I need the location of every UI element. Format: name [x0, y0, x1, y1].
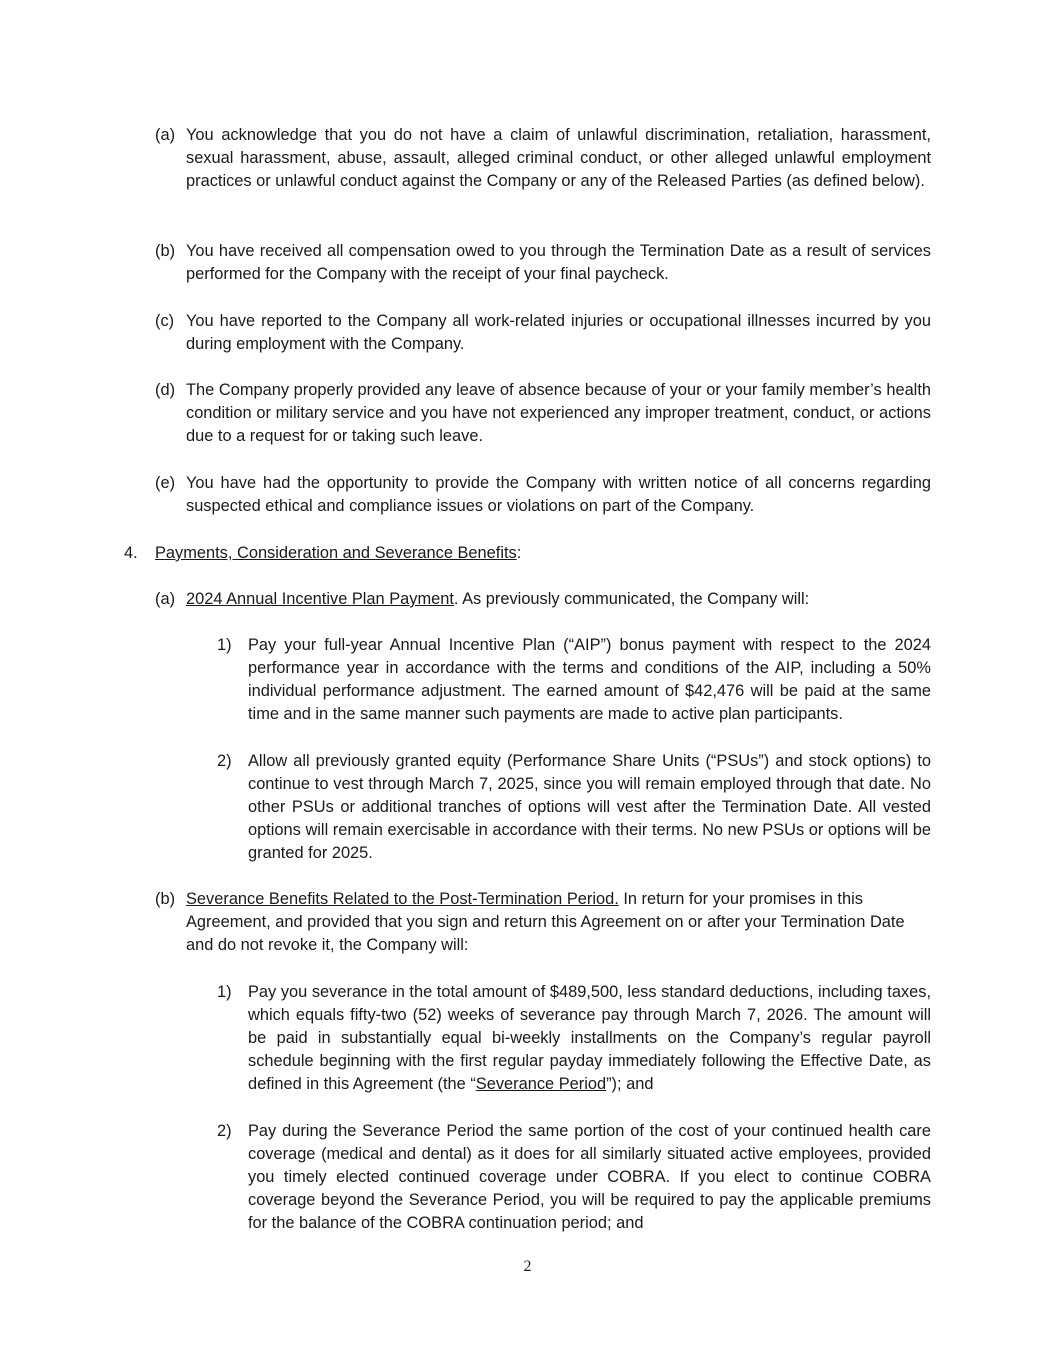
- item-text: The Company properly provided any leave of absence because of your or your family member’s health condition or military service and you have not experienced any improper treatment, conduct, or actions due to a request for or taking such leave.: [186, 381, 931, 445]
- list-item: [155, 310, 931, 356]
- item-label: (d): [155, 381, 176, 399]
- numbered-item: [217, 750, 931, 865]
- item-label: 1): [217, 636, 232, 654]
- page-number: 2: [523, 1258, 532, 1275]
- list-item: [155, 472, 931, 518]
- item-text: You have reported to the Company all work-related injuries or occupational illnesses incurred by you during employment with the Company.: [186, 312, 931, 353]
- list-item: [155, 124, 931, 193]
- item-label: 2): [217, 1122, 232, 1140]
- item-label: (c): [155, 312, 175, 330]
- item-text: Pay during the Severance Period the same portion of the cost of your continued health care coverage (medical and dental) as it does for all similarly situated active employees, provided you timely elected continued coverage under COBRA. If you elect to continue COBRA coverage beyond the Severance Period, you will be required to pay the applicable premiums for the balance of the COBRA continuation period; and: [248, 1122, 931, 1232]
- numbered-item: [217, 634, 931, 726]
- item-label: (a): [155, 126, 176, 144]
- list-item: [155, 379, 931, 448]
- item-label: 1): [217, 983, 232, 1001]
- item-text-after: ”); and: [606, 1075, 654, 1093]
- numbered-item: [217, 1120, 931, 1235]
- subsection-intro: In return for your promises in this Agreement, and provided that you sign and return this Agreement on or after your Termination Date and do not revoke it, the Company will:: [186, 890, 905, 954]
- section-title-suffix: :: [516, 544, 522, 562]
- item-text: You have had the opportunity to provide the Company with written notice of all concerns regarding suspected ethical and compliance issues or violations on part of the Company.: [186, 474, 931, 515]
- subsection-title: 2024 Annual Incentive Plan Payment: [186, 590, 454, 608]
- item-text: You acknowledge that you do not have a claim of unlawful discrimination, retaliation, harassment, sexual harassment, abuse, assault, alleged criminal conduct, or other alleged unlawful employment practices or unlawful conduct against the Company or any of the Released Parties (as defined below).: [186, 126, 931, 190]
- item-text: [248, 981, 931, 1096]
- item-label: 2): [217, 752, 232, 770]
- item-text-before: Pay you severance in the total amount of $489,500, less standard deductions, including taxes, which equals fifty-two (52) weeks of severance pay through March 7, 2026. The amount will be paid in substantially equal bi-weekly installments on the Company’s regular payroll schedule beginning with the first regular payday immediately following the Effective Date, as defined in this Agreement (the “: [248, 983, 931, 1093]
- defined-term: Severance Period: [475, 1075, 607, 1093]
- item-label: (b): [155, 890, 176, 908]
- item-text: Allow all previously granted equity (Performance Share Units (“PSUs”) and stock options) to continue to vest through March 7, 2025, since you will remain employed through that date. No other PSUs or additional tranches of options will vest after the Termination Date. All vested options will remain exercisable in accordance with their terms. No new PSUs or options will be granted for 2025.: [248, 752, 931, 862]
- item-text: You have received all compensation owed to you through the Termination Date as a result of services performed for the Company with the receipt of your final paycheck.: [186, 242, 931, 283]
- subsection-title: Severance Benefits Related to the Post-Termination Period.: [186, 890, 619, 908]
- numbered-item: [217, 981, 931, 1096]
- list-item: [155, 240, 931, 286]
- item-label: (b): [155, 242, 176, 260]
- item-label: (a): [155, 590, 176, 608]
- section-number: 4.: [124, 544, 138, 562]
- item-text: Pay your full-year Annual Incentive Plan (“AIP”) bonus payment with respect to the 2024 performance year in accordance with the terms and conditions of the AIP, including a 50% individual performance adjustment. The earned amount of $42,476 will be paid at the same time and in the same manner such payments are made to active plan participants.: [248, 636, 931, 723]
- subsection-intro: . As previously communicated, the Company will:: [453, 590, 810, 608]
- section-title: Payments, Consideration and Severance Benefits: [155, 544, 517, 562]
- subsection-b: [155, 888, 922, 957]
- item-label: (e): [155, 474, 176, 492]
- subsection-a: [155, 588, 931, 611]
- section-heading: [124, 542, 931, 565]
